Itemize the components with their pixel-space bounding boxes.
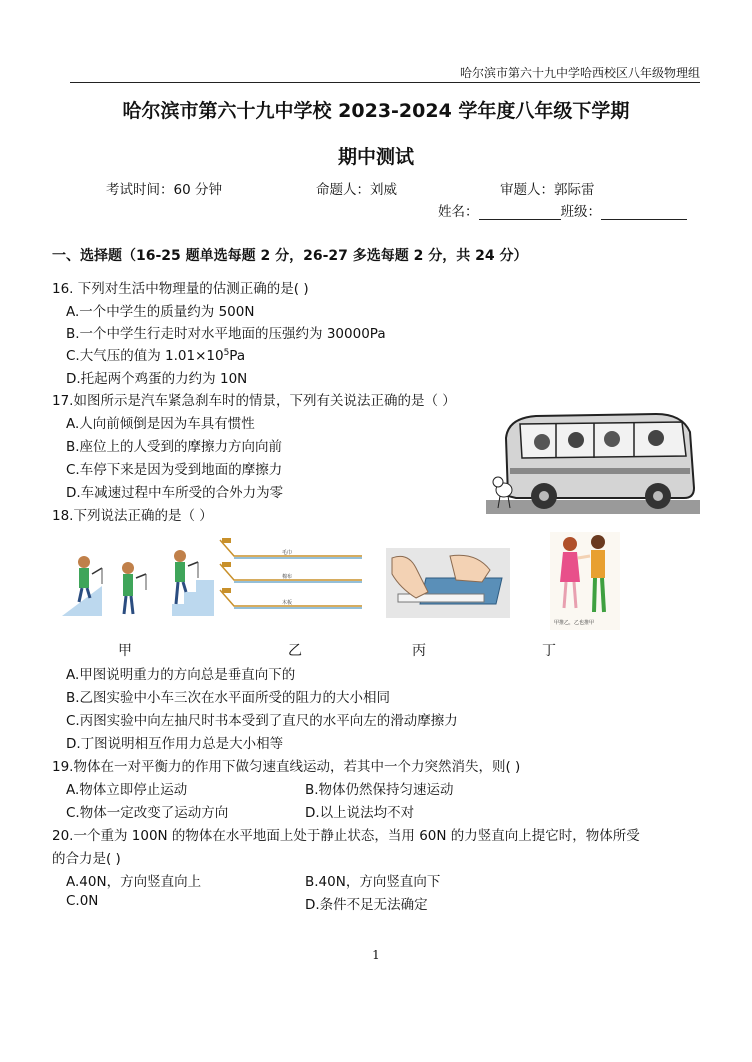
q17-stem: 17.如图所示是汽车紧急刹车时的情景，下列有关说法正确的是（ ） xyxy=(52,393,456,409)
q18-option-a: A.甲图说明重力的方向总是垂直向下的 xyxy=(66,667,296,683)
q17-option-c: C.车停下来是因为受到地面的摩擦力 xyxy=(66,462,283,478)
figure-jia-plumb-line xyxy=(62,538,214,620)
class-blank[interactable] xyxy=(601,205,687,220)
q20-stem-line1: 20.一个重为 100N 的物体在水平地面上处于静止状态，当用 60N 的力竖直向上提它时，物体所受 xyxy=(52,828,640,844)
figure-label-yi: 乙 xyxy=(288,643,302,659)
exam-author: 命题人：刘威 xyxy=(316,182,397,198)
q18-option-c: C.丙图实验中向左抽尺时书本受到了直尺的水平向左的滑动摩擦力 xyxy=(66,713,458,729)
surface-label-wood: 木板 xyxy=(282,600,293,606)
q17-option-a: A.人向前倾倒是因为车具有惯性 xyxy=(66,416,255,432)
name-label: 姓名： xyxy=(438,204,479,220)
q18-option-b: B.乙图实验中小车三次在水平面所受的阻力的大小相同 xyxy=(66,690,391,706)
header-org: 哈尔滨市第六十九中学哈西校区八年级物理组 xyxy=(459,66,700,80)
q16-option-c: C.大气压的值为 $1.01\times 10^5Pa$ xyxy=(66,348,246,364)
page-header xyxy=(70,62,700,83)
q18-option-d: D.丁图说明相互作用力总是大小相等 xyxy=(66,736,284,752)
figure-label-jia: 甲 xyxy=(118,643,132,659)
class-label: 班级： xyxy=(560,204,601,220)
figure-bing-book-ruler xyxy=(386,548,510,618)
exam-time: 考试时间：60 分钟 xyxy=(106,182,222,198)
q19-option-a: A.物体立即停止运动 xyxy=(66,782,188,798)
surface-label-cotton: 棉布 xyxy=(282,574,293,580)
figure-label-ding: 丁 xyxy=(542,643,556,659)
q20-option-d: D.条件不足无法确定 xyxy=(305,897,428,913)
q19-option-b: B.物体仍然保持匀速运动 xyxy=(305,782,454,798)
q18-stem: 18.下列说法正确的是（ ） xyxy=(52,508,213,524)
figure-ding-mutual-push xyxy=(550,532,620,630)
surface-label-towel: 毛巾 xyxy=(282,550,293,556)
q16-option-b: B.一个中学生行走时对水平地面的压强约为 30000Pa xyxy=(66,326,386,342)
q20-stem-line2: 的合力是( ) xyxy=(52,851,121,867)
section-title: 一、选择题（16-25 题单选每题 2 分，26-27 多选每题 2 分，共 24 分） xyxy=(52,248,528,264)
q19-stem: 19.物体在一对平衡力的作用下做匀速直线运动，若其中一个力突然消失，则( ) xyxy=(52,759,521,775)
exam-subtitle: 期中测试 xyxy=(337,146,414,168)
q20-option-b: B.40N，方向竖直向下 xyxy=(305,874,441,890)
q16-option-a: A.一个中学生的质量约为 500N xyxy=(66,304,255,320)
q19-option-c: C.物体一定改变了运动方向 xyxy=(66,805,229,821)
q16-option-d: D.托起两个鸡蛋的力约为 10N xyxy=(66,371,248,387)
q17-option-b: B.座位上的人受到的摩擦力方向向前 xyxy=(66,439,283,455)
page-number: 1 xyxy=(372,948,380,962)
exam-reviewer: 审题人：郭际雷 xyxy=(500,182,595,198)
figure-ding-caption: 甲推乙，乙也推甲 xyxy=(554,620,595,626)
q19-option-d: D.以上说法均不对 xyxy=(305,805,415,821)
bus-braking-illustration xyxy=(486,408,700,520)
q20-option-a: A.40N，方向竖直向上 xyxy=(66,874,202,890)
figure-yi-friction-surfaces xyxy=(218,536,366,624)
name-class-row xyxy=(438,200,687,220)
q20-option-c: C.0N xyxy=(66,893,99,909)
name-blank[interactable] xyxy=(479,205,561,220)
exam-title: 哈尔滨市第六十九中学校 2023-2024 学年度八年级下学期 xyxy=(122,100,630,122)
q16-stem: 16. 下列对生活中物理量的估测正确的是( ) xyxy=(52,281,309,297)
figure-label-bing: 丙 xyxy=(412,643,426,659)
q17-option-d: D.车减速过程中车所受的合外力为零 xyxy=(66,485,284,501)
